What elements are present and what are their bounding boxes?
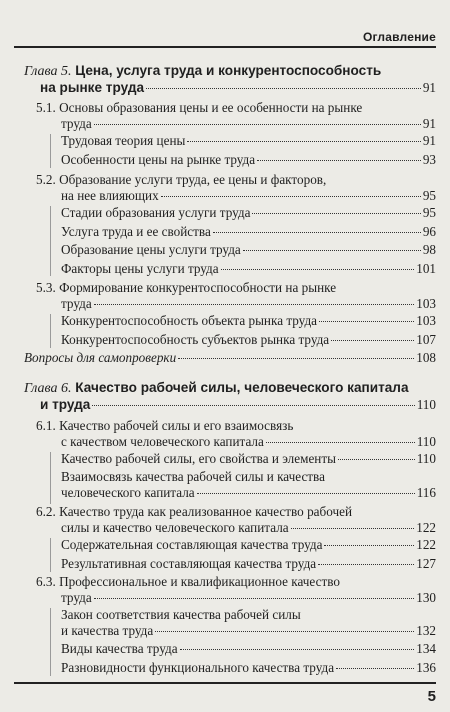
subsection-bracket <box>50 134 51 168</box>
section-6-1-number: 6.1. <box>36 418 56 433</box>
footer-rule <box>14 682 436 684</box>
chapter-6-title-part-1: Качество рабочей силы, человеческого капитала <box>71 380 409 395</box>
chapter-6-label: Глава 6. <box>24 381 72 396</box>
section-5-3-number: 5.3. <box>36 280 56 295</box>
subsection-title: Разновидности функционального качества труда <box>61 660 335 675</box>
chapter-5-title-part-2: на рынке труда <box>40 80 145 95</box>
leader-dots <box>319 321 414 322</box>
header-rule <box>14 46 436 48</box>
subsection-5-3-b[interactable] <box>61 332 436 348</box>
questions-5[interactable] <box>24 350 436 366</box>
section-5-1-line-1[interactable] <box>36 100 362 116</box>
chapter-6-title-line-1[interactable] <box>24 380 409 397</box>
subsection-6-3-a-line-2[interactable] <box>61 623 436 639</box>
subsection-title-part-2: человеческого капитала <box>61 485 195 500</box>
subsection-title: Конкурентоспособность объекта рынка труда <box>61 313 318 328</box>
subsection-page: 127 <box>416 556 436 571</box>
subsection-bracket <box>50 538 51 572</box>
section-6-3-number: 6.3. <box>36 574 56 589</box>
chapter-6-title-part-2: и труда <box>40 397 91 412</box>
subsection-page: 116 <box>416 485 436 500</box>
leader-dots <box>213 232 421 233</box>
subsection-page: 103 <box>416 313 436 328</box>
section-5-2-title-part-1: Образование услуги труда, ее цены и факторов, <box>59 172 327 187</box>
subsection-6-1-b-line-2[interactable] <box>61 485 436 501</box>
section-6-2-line-1[interactable] <box>36 504 352 520</box>
leader-dots <box>197 493 415 494</box>
subsection-title: Качество рабочей силы, его свойства и элементы <box>61 451 336 466</box>
leader-dots <box>266 442 415 443</box>
section-6-2-title-part-1: Качество труда как реализованное качество рабочей <box>59 504 353 519</box>
subsection-page: 101 <box>416 261 436 276</box>
section-6-1-line-2[interactable] <box>61 434 436 450</box>
leader-dots <box>291 528 415 529</box>
leader-dots <box>221 269 415 270</box>
subsection-page: 107 <box>416 332 436 347</box>
subsection-page: 134 <box>416 641 436 656</box>
leader-dots <box>94 304 415 305</box>
subsection-page: 132 <box>416 623 436 638</box>
section-5-1-title-part-1: Основы образования цены и ее особенности на рынке <box>59 100 363 115</box>
section-5-2-page: 95 <box>422 188 436 203</box>
header-title: Оглавление <box>363 30 436 44</box>
section-6-2-page: 122 <box>416 520 436 535</box>
section-6-1-title-part-2: с качеством человеческого капитала <box>61 434 264 449</box>
section-5-2-line-1[interactable] <box>36 172 326 188</box>
chapter-6-title-line-2[interactable] <box>40 397 436 413</box>
section-5-2-title-part-2: на нее влияющих <box>61 188 159 203</box>
subsection-6-1-b-line-1[interactable] <box>61 469 325 485</box>
subsection-5-1-b[interactable] <box>61 152 436 168</box>
section-6-3-title-part-1: Профессиональное и квалификационное качество <box>59 574 340 589</box>
subsection-5-3-a[interactable] <box>61 313 436 329</box>
leader-dots <box>331 340 414 341</box>
section-6-1-title-part-1: Качество рабочей силы и его взаимосвязь <box>59 418 294 433</box>
leader-dots <box>155 631 414 632</box>
section-5-3-title-part-1: Формирование конкурентоспособности на рынке <box>59 280 337 295</box>
leader-dots <box>94 124 421 125</box>
subsection-page: 96 <box>422 224 436 239</box>
subsection-title: Образование цены услуги труда <box>61 242 241 257</box>
subsection-title: Виды качества труда <box>61 641 178 656</box>
subsection-bracket <box>50 452 51 504</box>
leader-dots <box>178 358 414 359</box>
leader-dots <box>94 598 415 599</box>
leader-dots <box>243 250 421 251</box>
subsection-title: Содержательная составляющая качества труда <box>61 537 323 552</box>
subsection-bracket <box>50 206 51 276</box>
subsection-title: Конкурентоспособность субъектов рынка труда <box>61 332 330 347</box>
subsection-page: 136 <box>416 660 436 675</box>
subsection-title: Услуга труда и ее свойства <box>61 224 211 239</box>
leader-dots <box>187 141 420 142</box>
chapter-5-title-line-2[interactable] <box>40 80 436 96</box>
section-6-2-line-2[interactable] <box>61 520 436 536</box>
subsection-title: Особенности цены на рынке труда <box>61 152 256 167</box>
section-5-1-page: 91 <box>422 116 436 131</box>
chapter-5-label: Глава 5. <box>24 64 72 79</box>
subsection-page: 93 <box>422 152 436 167</box>
section-6-3-title-part-2: труда <box>61 590 92 605</box>
section-6-2-number: 6.2. <box>36 504 56 519</box>
leader-dots <box>92 405 414 406</box>
subsection-page: 91 <box>422 133 436 148</box>
chapter-5-title-part-1: Цена, услуга труда и конкурентоспособность <box>71 63 382 78</box>
subsection-6-3-a-line-1[interactable] <box>61 607 301 623</box>
page-number: 5 <box>427 688 436 705</box>
leader-dots <box>252 213 420 214</box>
section-5-2-number: 5.2. <box>36 172 56 187</box>
subsection-bracket <box>50 314 51 348</box>
subsection-title: Стадии образования услуги труда <box>61 205 251 220</box>
subsection-title: Факторы цены услуги труда <box>61 261 219 276</box>
questions-title: Вопросы для самопроверки <box>24 350 177 365</box>
leader-dots <box>180 649 415 650</box>
subsection-page: 122 <box>416 537 436 552</box>
subsection-title-part-1: Закон соответствия качества рабочей силы <box>61 607 301 622</box>
section-5-3-line-2[interactable] <box>61 296 436 312</box>
section-6-2-title-part-2: силы и качество человеческого капитала <box>61 520 289 535</box>
section-6-1-page: 110 <box>416 434 436 449</box>
subsection-6-3-c[interactable] <box>61 660 436 676</box>
section-5-1-number: 5.1. <box>36 100 56 115</box>
leader-dots <box>318 564 414 565</box>
section-5-2-line-2[interactable] <box>61 188 436 204</box>
section-6-1-line-1[interactable] <box>36 418 293 434</box>
subsection-5-1-a[interactable] <box>61 133 436 149</box>
section-6-3-line-2[interactable] <box>61 590 436 606</box>
subsection-6-2-b[interactable] <box>61 556 436 572</box>
subsection-5-2-c[interactable] <box>61 242 436 258</box>
subsection-title: Результативная составляющая качества труда <box>61 556 317 571</box>
subsection-6-2-a[interactable] <box>61 537 436 553</box>
section-6-3-page: 130 <box>416 590 436 605</box>
subsection-title-part-1: Взаимосвязь качества рабочей силы и качества <box>61 469 325 484</box>
subsection-title-part-2: и качества труда <box>61 623 154 638</box>
subsection-page: 95 <box>422 205 436 220</box>
section-6-3-line-1[interactable] <box>36 574 340 590</box>
subsection-bracket <box>50 608 51 676</box>
leader-dots <box>257 160 421 161</box>
subsection-6-3-b[interactable] <box>61 641 436 657</box>
questions-page: 108 <box>416 350 436 365</box>
section-5-3-line-1[interactable] <box>36 280 336 296</box>
subsection-6-1-a[interactable] <box>61 451 436 467</box>
chapter-5-title-line-1[interactable] <box>24 63 381 80</box>
subsection-5-2-b[interactable] <box>61 224 436 240</box>
section-5-3-title-part-2: труда <box>61 296 92 311</box>
leader-dots <box>161 196 421 197</box>
leader-dots <box>338 459 415 460</box>
leader-dots <box>146 88 421 89</box>
subsection-title: Трудовая теория цены <box>61 133 186 148</box>
leader-dots <box>336 668 414 669</box>
running-header <box>0 0 450 44</box>
section-5-1-line-2[interactable] <box>61 116 436 132</box>
subsection-5-2-a[interactable] <box>61 205 436 221</box>
chapter-5-page: 91 <box>422 80 436 95</box>
section-5-1-title-part-2: труда <box>61 116 92 131</box>
subsection-page: 98 <box>422 242 436 257</box>
leader-dots <box>324 545 414 546</box>
section-5-3-page: 103 <box>416 296 436 311</box>
subsection-page: 110 <box>416 451 436 466</box>
chapter-6-page: 110 <box>416 397 436 412</box>
subsection-5-2-d[interactable] <box>61 261 436 277</box>
